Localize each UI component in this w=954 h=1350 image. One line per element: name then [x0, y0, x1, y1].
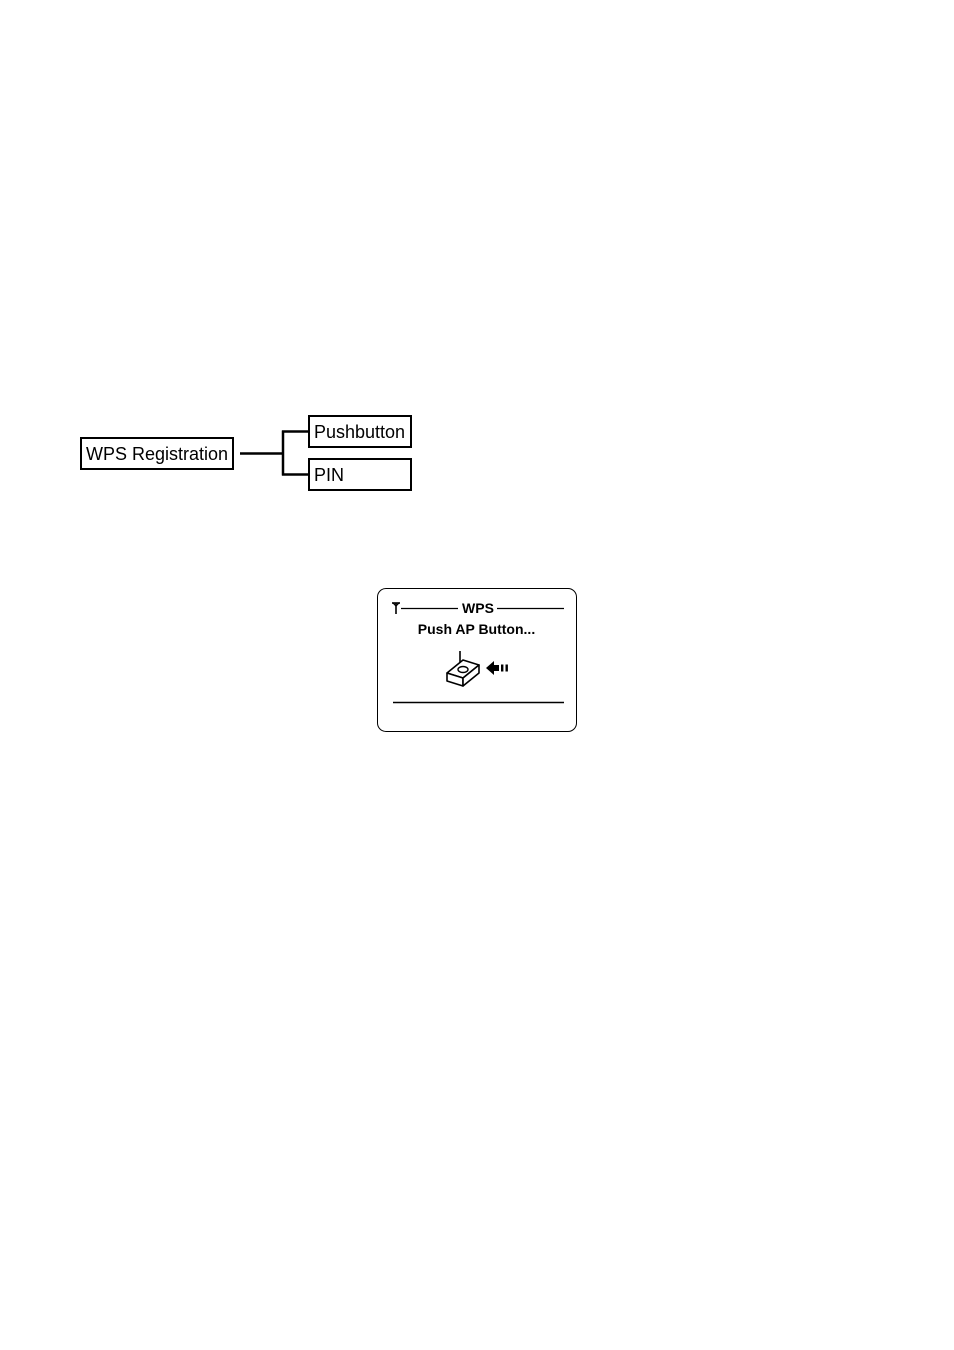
menu-item-wps-registration[interactable] — [80, 437, 234, 470]
menu-item-label: Pushbutton — [314, 421, 406, 442]
menu-item-pushbutton[interactable] — [308, 415, 412, 448]
lcd-screen — [377, 588, 577, 732]
menu-item-label: PIN — [314, 464, 345, 485]
antenna-signal-icon — [392, 603, 400, 614]
access-point-icon — [447, 651, 479, 686]
menu-item-pin[interactable] — [308, 458, 412, 491]
lcd-title: WPS — [462, 600, 494, 616]
lcd-message: Push AP Button... — [417, 621, 536, 637]
menu-item-label: WPS Registration — [86, 443, 229, 464]
arrow-left-icon — [486, 661, 508, 675]
